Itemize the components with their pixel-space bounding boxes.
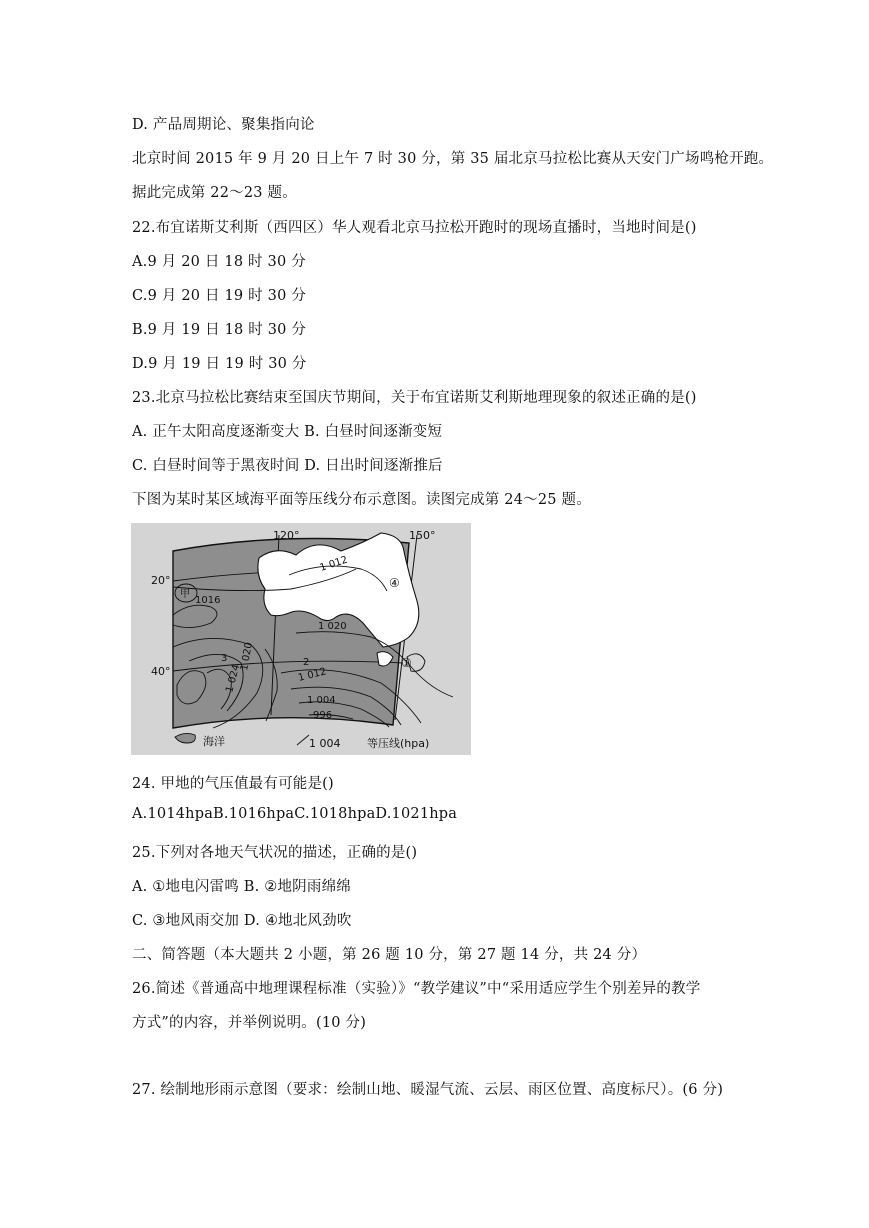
question-22-option-d: D.9 月 19 日 19 时 30 分 [132,356,307,372]
isobar-label-1012-south: 1 012 [297,666,328,684]
question-25-options-cd: C. ③地风雨交加 D. ④地北风劲吹 [132,913,352,929]
question-22-option-c: C.9 月 20 日 19 时 30 分 [132,288,307,304]
question-26-line-2: 方式”的内容，并举例说明。(10 分) [132,1015,367,1031]
question-25: 25.下列对各地天气状况的描述，正确的是() [132,845,418,861]
longitude-label-120: 120° [273,529,300,542]
isobar-label-1024: 1 024 [224,663,243,694]
text-line-map-intro: 下图为某时某区域海平面等压线分布示意图。读图完成第 24～25 题。 [132,492,591,508]
marker-4: ④ [389,576,400,590]
question-23-options-cd: C. 白昼时间等于黑夜时间 D. 日出时间逐渐推后 [132,458,443,474]
legend-isobar-label: 等压线(hpa) [367,737,430,750]
question-27: 27. 绘制地形雨示意图（要求：绘制山地、暖湿气流、云层、雨区位置、高度标尺）。(6 分) [132,1082,724,1098]
question-24-options: A.1014hpaB.1016hpaC.1018hpaD.1021hpa [132,806,458,822]
isobar-label-1004: 1 004 [307,695,336,706]
question-22-option-a: A.9 月 20 日 18 时 30 分 [132,254,306,270]
question-22: 22.布宜诺斯艾利斯（西四区）华人观看北京马拉松开跑时的现场直播时，当地时间是() [132,220,697,236]
isobar-map-figure [131,523,471,755]
latitude-label-40: 40° [151,665,171,678]
isobar-label-1020-west: 1 020 [239,641,255,672]
isobar-label-1016: 1016 [195,595,221,606]
question-23: 23.北京马拉松比赛结束至国庆节期间，关于布宜诺斯艾利斯地理现象的叙述正确的是() [132,390,697,406]
longitude-label-150: 150° [409,529,436,542]
section-title-short-answer: 二、简答题（本大题共 2 小题，第 26 题 10 分，第 27 题 14 分，共 24 分） [132,947,647,963]
isobar-label-996: 996 [313,710,333,721]
latitude-label-20: 20° [151,574,171,587]
question-26-line-1: 26.简述《普通高中地理课程标准（实验）》“教学建议”中“采用适应学生个别差异的教学 [132,981,701,997]
question-22-option-b: B.9 月 19 日 18 时 30 分 [132,322,307,338]
legend-isobar-value: 1 004 [309,737,341,750]
legend-ocean-label: 海洋 [203,735,225,748]
question-24: 24. 甲地的气压值最有可能是() [132,776,334,792]
question-23-options-ab: A. 正午太阳高度逐渐变大 B. 白昼时间逐渐变短 [132,424,443,440]
isobar-label-1012-north: 1 012 [318,554,350,574]
label-jia: 甲 [180,589,190,600]
isobar-label-1020-center: 1 020 [318,621,347,632]
text-line-intro-marathon: 北京时间 2015 年 9 月 20 日上午 7 时 30 分，第 35 届北京马拉松比赛从天安门广场鸣枪开跑。 [132,151,774,167]
text-line-instruction-22-23: 据此完成第 22～23 题。 [132,185,297,201]
question-25-options-ab: A. ①地电闪雷鸣 B. ②地阴雨绵绵 [132,879,351,895]
marker-3: 3 [221,653,228,664]
marker-1: ① [401,656,412,670]
text-line-option-d-prev: D. 产品周期论、聚集指向论 [132,117,315,133]
marker-2: 2 [303,657,310,668]
